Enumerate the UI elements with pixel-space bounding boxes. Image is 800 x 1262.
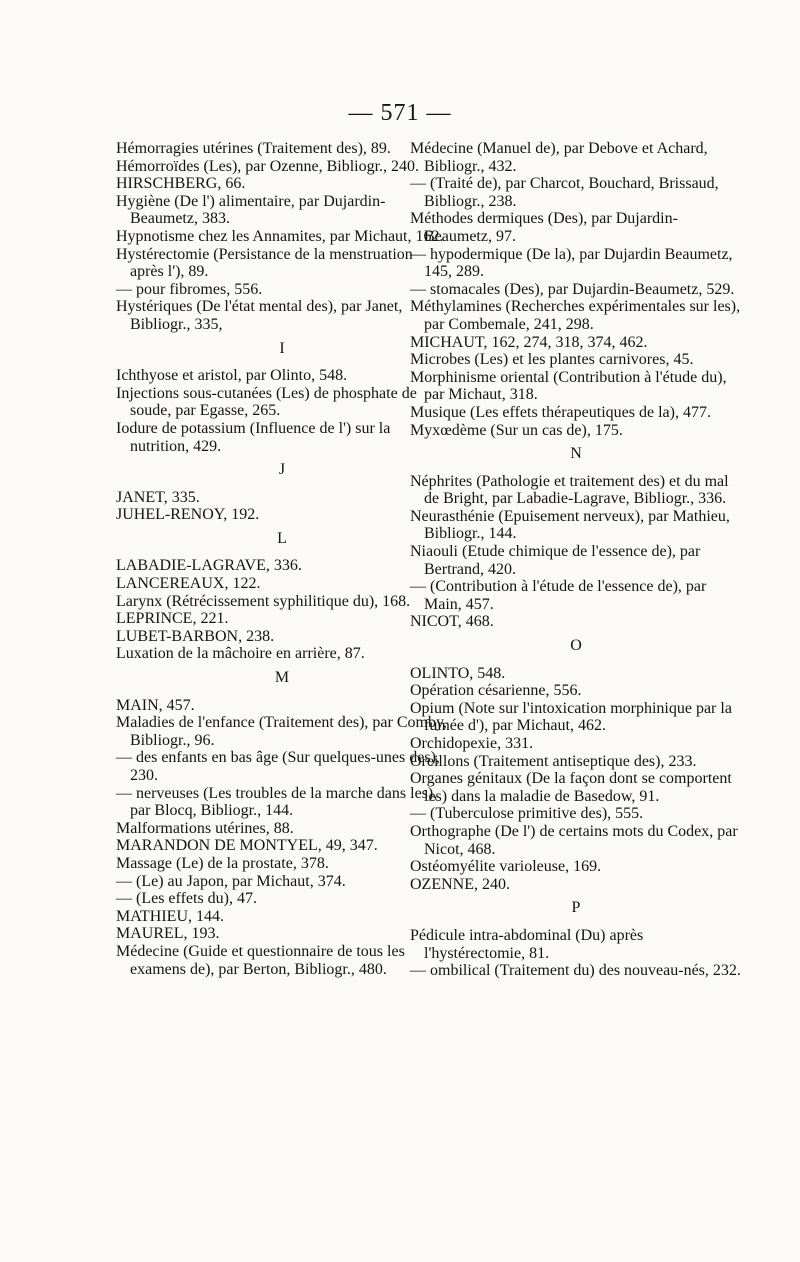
index-entry: Niaouli (Etude chimique de l'essence de), par Bertrand, 420. — [410, 543, 701, 578]
index-entry: Morphinisme oriental (Contribution à l'étude du), par Michaut, 318. — [410, 368, 727, 404]
index-entry: Orthographe (De l') de certains mots du Codex, par Nicot, 468. — [410, 822, 738, 858]
index-entry: MAUREL, 193. — [116, 925, 220, 943]
section-letter: N — [570, 445, 582, 463]
index-entry: Pédicule intra-abdominal (Du) après l'hystérectomie, 81. — [410, 926, 644, 962]
index-entry: Myxœdème (Sur un cas de), 175. — [410, 421, 623, 439]
index-entry: Luxation de la mâchoire en arrière, 87. — [116, 645, 365, 663]
index-entry: LANCEREAUX, 122. — [116, 575, 261, 593]
index-entry: LABADIE-LAGRAVE, 336. — [116, 557, 302, 575]
index-entry: Néphrites (Pathologie et traitement des) et du mal de Bright, par Labadie-Lagrave, Bibliogr., 336. — [410, 472, 729, 508]
index-entry: Hémorragies utérines (Traitement des), 89. — [116, 140, 391, 157]
index-entry: — (Tuberculose primitive des), 555. — [410, 805, 644, 823]
index-entry: — (Le) au Japon, par Michaut, 374. — [116, 872, 346, 890]
index-entry: Méthylamines (Recherches expérimentales sur les), par Combemale, 241, 298. — [410, 298, 741, 333]
index-entry: Hystériques (De l'état mental des), par Janet, Bibliogr., 335, — [116, 298, 403, 333]
page-number: — 571 — — [348, 100, 452, 126]
index-entry: Massage (Le) de la prostate, 378. — [116, 854, 329, 872]
index-entry: — ombilical (Traitement du) des nouveau-nés, 232. — [410, 962, 741, 980]
index-entry: Hypnotisme chez les Annamites, par Michaut, 162. — [116, 227, 444, 245]
index-entry: Iodure de potassium (Influence de l') sur la nutrition, 429. — [116, 419, 391, 455]
section-letter: J — [278, 461, 286, 479]
left-column — [116, 140, 448, 978]
index-entry: Maladies de l'enfance (Traitement des), par Comby, Bibliogr., 96. — [116, 714, 447, 749]
index-entry: Méthodes dermiques (Des), par Dujardin-Beaumetz, 97. — [410, 210, 678, 245]
index-entry: Hystérectomie (Persistance de la menstruation après l'), 89. — [116, 245, 413, 281]
index-entry: Orchidopexie, 331. — [410, 735, 534, 752]
section-letter: P — [571, 899, 581, 917]
index-entry: JUHEL-RENOY, 192. — [116, 506, 260, 524]
index-entry: Ichthyose et aristol, par Olinto, 548. — [116, 367, 348, 385]
section-letter: O — [570, 637, 582, 655]
index-entry: — stomacales (Des), par Dujardin-Beaumetz, 529. — [410, 280, 735, 298]
index-entry: JANET, 335. — [116, 488, 200, 506]
index-entry: Neurasthénie (Epuisement nerveux), par Mathieu, Bibliogr., 144. — [410, 507, 730, 543]
index-entry: — hypodermique (De la), par Dujardin Beaumetz, 145, 289. — [410, 245, 733, 281]
section-letter: I — [279, 339, 285, 357]
index-entry: Ostéomyélite varioleuse, 169. — [410, 858, 602, 876]
index-entry: Opium (Note sur l'intoxication morphinique par la fumée d'), par Michaut, 462. — [410, 699, 732, 735]
index-entry: Organes génitaux (De la façon dont se comportent les) dans la maladie de Basedow, 91. — [410, 770, 732, 805]
index-entry: — (Contribution à l'étude de l'essence de), par Main, 457. — [410, 578, 707, 613]
right-column — [410, 140, 742, 980]
index-entry: Hygiène (De l') alimentaire, par Dujardin-Beaumetz, 383. — [116, 192, 386, 228]
index-entry: MAIN, 457. — [116, 696, 195, 714]
index-entry: MATHIEU, 144. — [116, 907, 224, 925]
index-entry: OZENNE, 240. — [410, 875, 510, 893]
section-letter: M — [274, 669, 290, 687]
index-entry: OLINTO, 548. — [410, 664, 506, 682]
index-entry: MARANDON DE MONTYEL, 49, 347. — [116, 837, 378, 855]
index-entry: — nerveuses (Les troubles de la marche dans les), par Blocq, Bibliogr., 144. — [116, 784, 438, 820]
index-entry: — pour fibromes, 556. — [116, 280, 263, 298]
index-entry: Hémorroïdes (Les), par Ozenne, Bibliogr., 240. — [116, 157, 420, 175]
index-entry: Oreillons (Traitement antiseptique des), 233. — [410, 752, 697, 770]
index-entry: Musique (Les effets thérapeutiques de la), 477. — [410, 403, 711, 421]
index-entry: HIRSCHBERG, 66. — [116, 175, 246, 193]
index-entry: — (Traité de), par Charcot, Bouchard, Brissaud, Bibliogr., 238. — [410, 175, 719, 210]
index-entry: LEPRINCE, 221. — [116, 610, 229, 628]
index-entry: Injections sous-cutanées (Les) de phosphate de soude, par Egasse, 265. — [116, 384, 417, 420]
index-entry: Malformations utérines, 88. — [116, 819, 294, 837]
index-entry: LUBET-BARBON, 238. — [116, 627, 275, 645]
index-entry: Microbes (Les) et les plantes carnivores, 45. — [410, 351, 694, 369]
index-entry: NICOT, 468. — [410, 613, 494, 631]
section-letter: L — [277, 529, 287, 547]
index-entry: — des enfants en bas âge (Sur quelques-unes des), 230. — [116, 749, 440, 784]
index-entry: Larynx (Rétrécissement syphilitique du), 168. — [116, 592, 411, 610]
index-entry: MICHAUT, 162, 274, 318, 374, 462. — [410, 333, 648, 351]
index-entry: Médecine (Guide et questionnaire de tous les examens de), par Berton, Bibliogr., 480. — [116, 942, 405, 978]
index-entry: Opération césarienne, 556. — [410, 682, 582, 700]
index-entry: — (Les effets du), 47. — [116, 890, 257, 908]
index-entry: Médecine (Manuel de), par Debove et Achard, Bibliogr., 432. — [410, 140, 708, 175]
